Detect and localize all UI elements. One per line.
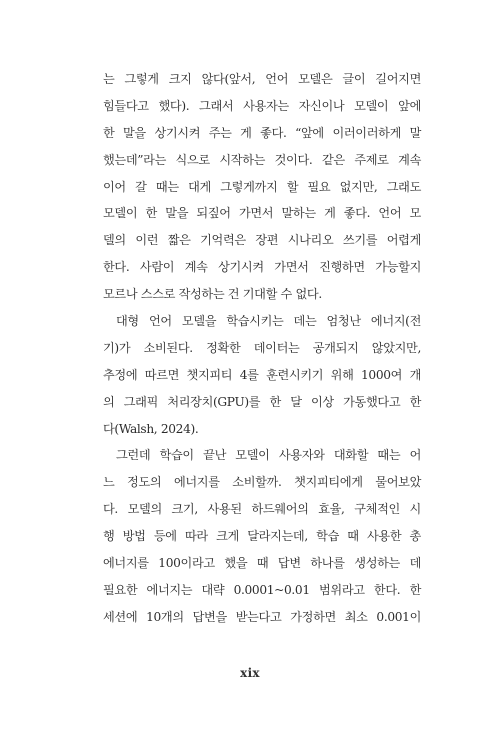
- text-line: 는 그렇게 크지 않다(앞서, 언어 모델은 글이 길어지면: [103, 72, 421, 86]
- text-line: 힘들다고 했다). 그래서 사용자는 자신이나 모델이 앞에: [103, 98, 421, 113]
- text-line: 필요한 에너지는 대략 0.0001~0.01 범위라고 한다. 한: [103, 582, 421, 597]
- text-line: 한 말을 상기시켜 주는 게 좋다. “앞에 이러이러하게 말: [103, 125, 421, 140]
- text-line: 모르나 스스로 작성하는 건 기대할 수 없다.: [103, 287, 322, 302]
- paragraph-2: [103, 308, 421, 442]
- text-line: 에너지를 100이라고 했을 때 답변 하나를 생성하는 데: [103, 556, 421, 571]
- text-line: 대형 언어 모델을 학습시키는 데는 엄청난 에너지(전: [116, 314, 421, 329]
- text-line: 했는데”라는 식으로 시작하는 것이다. 같은 주제로 계속: [103, 152, 421, 167]
- page-number: xix: [240, 666, 260, 680]
- text-line: 모델이 한 말을 되짚어 가면서 말하는 게 좋다. 언어 모: [103, 206, 421, 221]
- text-line: 기)가 소비된다. 정확한 데이터는 공개되지 않았지만,: [103, 340, 421, 355]
- text-line: 한다. 사람이 계속 상기시켜 가면서 진행하면 가능할지: [103, 260, 421, 275]
- text-line: 그런데 학습이 끝난 모델이 사용자와 대화할 때는 어: [116, 448, 421, 463]
- text-line: 추정에 따르면 챗지피티 4를 훈련시키기 위해 1000여 개: [103, 367, 421, 382]
- text-line: 다(Walsh, 2024).: [103, 421, 199, 436]
- paragraph-3: [103, 442, 421, 630]
- text-line: 델의 이런 짧은 기억력은 장편 시나리오 쓰기를 어렵게: [103, 233, 421, 248]
- body-text: [103, 66, 421, 631]
- text-line: 행 방법 등에 따라 크게 달라지는데, 학습 때 사용한 총: [103, 529, 421, 544]
- text-line: 다. 모델의 크기, 사용된 하드웨어의 효율, 구체적인 시: [103, 502, 421, 517]
- paragraph-1: [103, 66, 421, 308]
- text-line: 세션에 10개의 답변을 받는다고 가정하면 최소 0.001이: [103, 609, 421, 624]
- text-line: 이어 갈 때는 대게 그렇게까지 할 필요 없지만, 그래도: [103, 179, 421, 194]
- text-line: 느 정도의 에너지를 소비할까. 챗지피티에게 물어보았: [103, 475, 421, 490]
- text-line: 의 그래픽 처리장치(GPU)를 한 달 이상 가동했다고 한: [103, 394, 421, 409]
